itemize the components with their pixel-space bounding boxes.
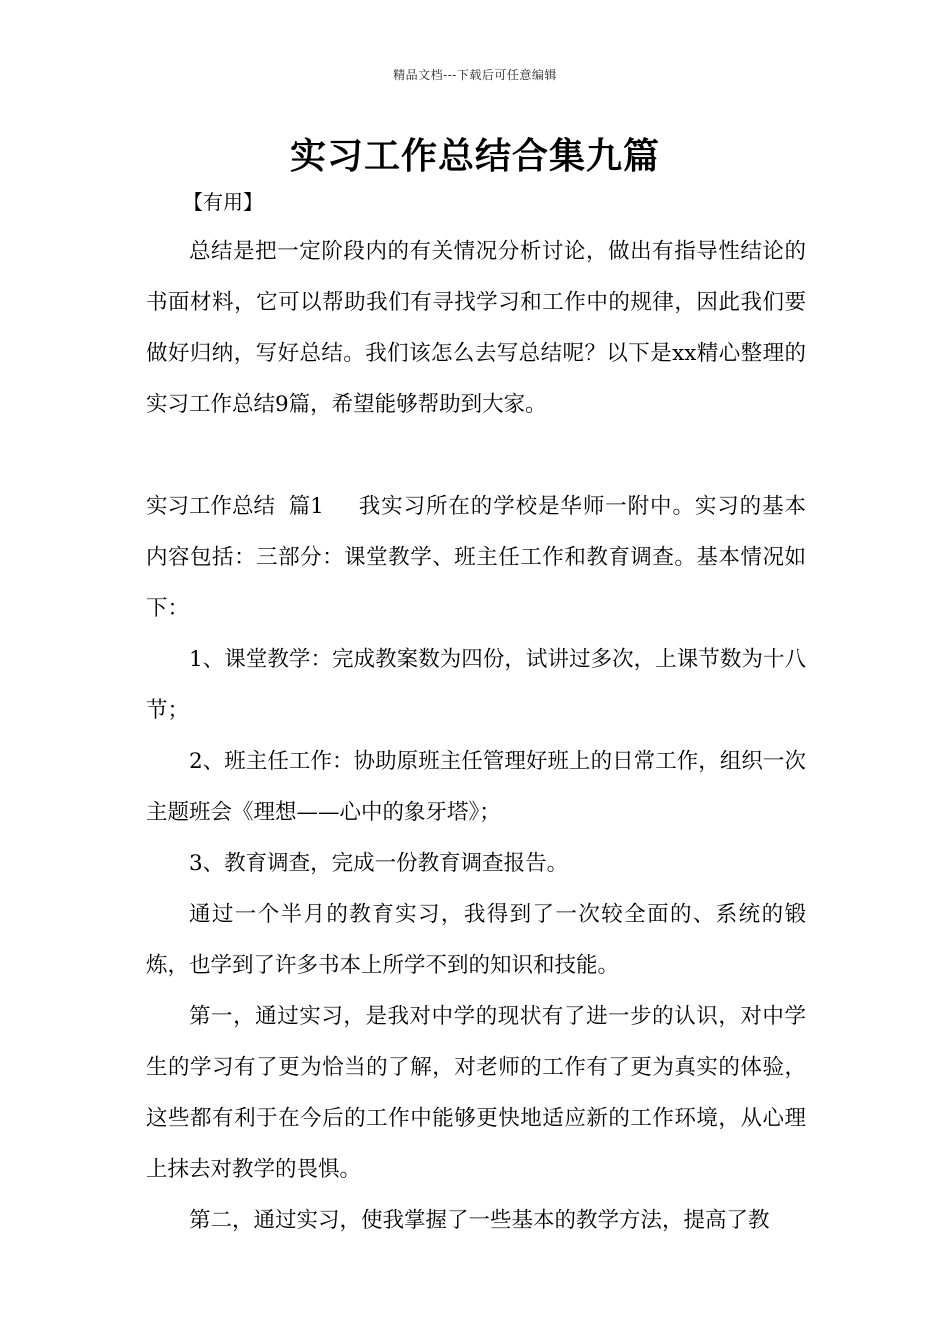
- section-1-paragraph: 1、课堂教学：完成教案数为四份，试讲过多次，上课节数为十八节；: [146, 647, 806, 723]
- section-1-paragraph: 第一，通过实习，是我对中学的现状有了进一步的认识，对中学生的学习有了更为恰当的了解，对老师的工作有了更为真实的体验，这些都有利于在今后的工作中能够更快地适应新的工作环境，从心理上抹去对教学的畏惧。: [146, 1004, 806, 1182]
- section-1-heading: 实习工作总结 篇1: [146, 494, 324, 519]
- section-1-paragraph: 通过一个半月的教育实习，我得到了一次较全面的、系统的锻炼，也学到了许多书本上所学不到的知识和技能。: [146, 902, 806, 978]
- document-tag: 【有用】: [183, 190, 263, 214]
- page-header-note: 精品文档---下载后可任意编辑: [393, 68, 557, 82]
- section-1-lead-text: 我实习所在的学校是华师一附中。实习的基本内容包括：三部分：课堂教学、班主任工作和教育调查。基本情况如下：: [146, 494, 806, 621]
- intro-paragraph: 总结是把一定阶段内的有关情况分析讨论，做出有指导性结论的书面材料，它可以帮助我们有寻找学习和工作中的规律，因此我们要做好归纳，写好总结。我们该怎么去写总结呢？以下是xx精心整理的实习工作总结9篇，希望能够帮助到大家。: [146, 239, 806, 417]
- document-body: [146, 226, 806, 1246]
- section-1-lead: [146, 481, 806, 634]
- section-1-paragraph: 第二，通过实习，使我掌握了一些基本的教学方法，提高了教: [189, 1208, 770, 1233]
- document-title: 实习工作总结合集九篇: [289, 136, 660, 177]
- section-1-paragraph: 3、教育调查，完成一份教育调查报告。: [189, 851, 569, 876]
- section-1-paragraph: 2、班主任工作：协助原班主任管理好班上的日常工作，组织一次主题班会《理想——心中的象牙塔》；: [146, 749, 806, 825]
